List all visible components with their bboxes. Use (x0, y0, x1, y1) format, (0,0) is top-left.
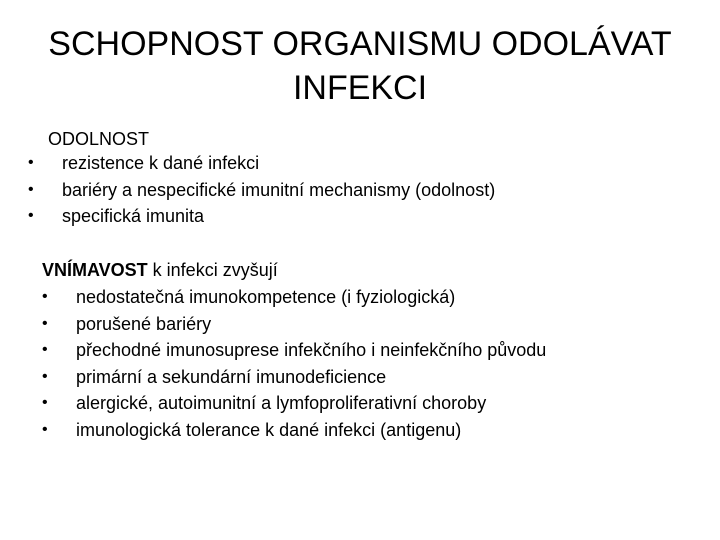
bullet: • (28, 180, 34, 198)
list-item (42, 390, 702, 417)
list-item (42, 337, 702, 364)
list-item (28, 150, 688, 177)
list-item (28, 177, 688, 204)
bullet: • (42, 367, 48, 385)
list-item (42, 311, 702, 338)
resistance-list (28, 150, 688, 230)
list-item-text: imunologická tolerance k dané infekci (antigenu) (76, 419, 462, 440)
slide-title: SCHOPNOST ORGANISMU ODOLÁVAT INFEKCI (48, 25, 672, 107)
list-item (42, 417, 702, 444)
list-item-text: rezistence k dané infekci (62, 153, 260, 173)
list-item-text: porušené bariéry (76, 313, 212, 334)
bullet: • (28, 207, 34, 224)
list-item (28, 203, 688, 230)
susceptibility-heading-bold: VNÍMAVOST (42, 260, 148, 280)
susceptibility-heading (42, 257, 278, 283)
list-item-text: primární a sekundární imunodeficience (76, 366, 387, 387)
list-item (42, 364, 702, 391)
bullet: • (42, 341, 48, 358)
list-item-text: alergické, autoimunitní a lymfoproliferativní choroby (76, 393, 487, 413)
list-item-text: nedostatečná imunokompetence (i fyziologická) (76, 287, 456, 307)
list-item (42, 284, 702, 311)
bullet: • (42, 314, 48, 332)
susceptibility-list (42, 284, 702, 443)
susceptibility-heading-rest: k infekci zvyšují (147, 260, 278, 280)
resistance-heading: ODOLNOST (48, 129, 150, 149)
bullet: • (42, 288, 48, 305)
list-item-text: specifická imunita (62, 206, 205, 226)
list-item-text: přechodné imunosuprese infekčního i neinfekčního původu (76, 340, 547, 360)
list-item-text: bariéry a nespecifické imunitní mechanismy (odolnost) (62, 179, 496, 200)
bullet: • (42, 394, 48, 411)
bullet: • (28, 154, 34, 171)
bullet: • (42, 420, 48, 438)
